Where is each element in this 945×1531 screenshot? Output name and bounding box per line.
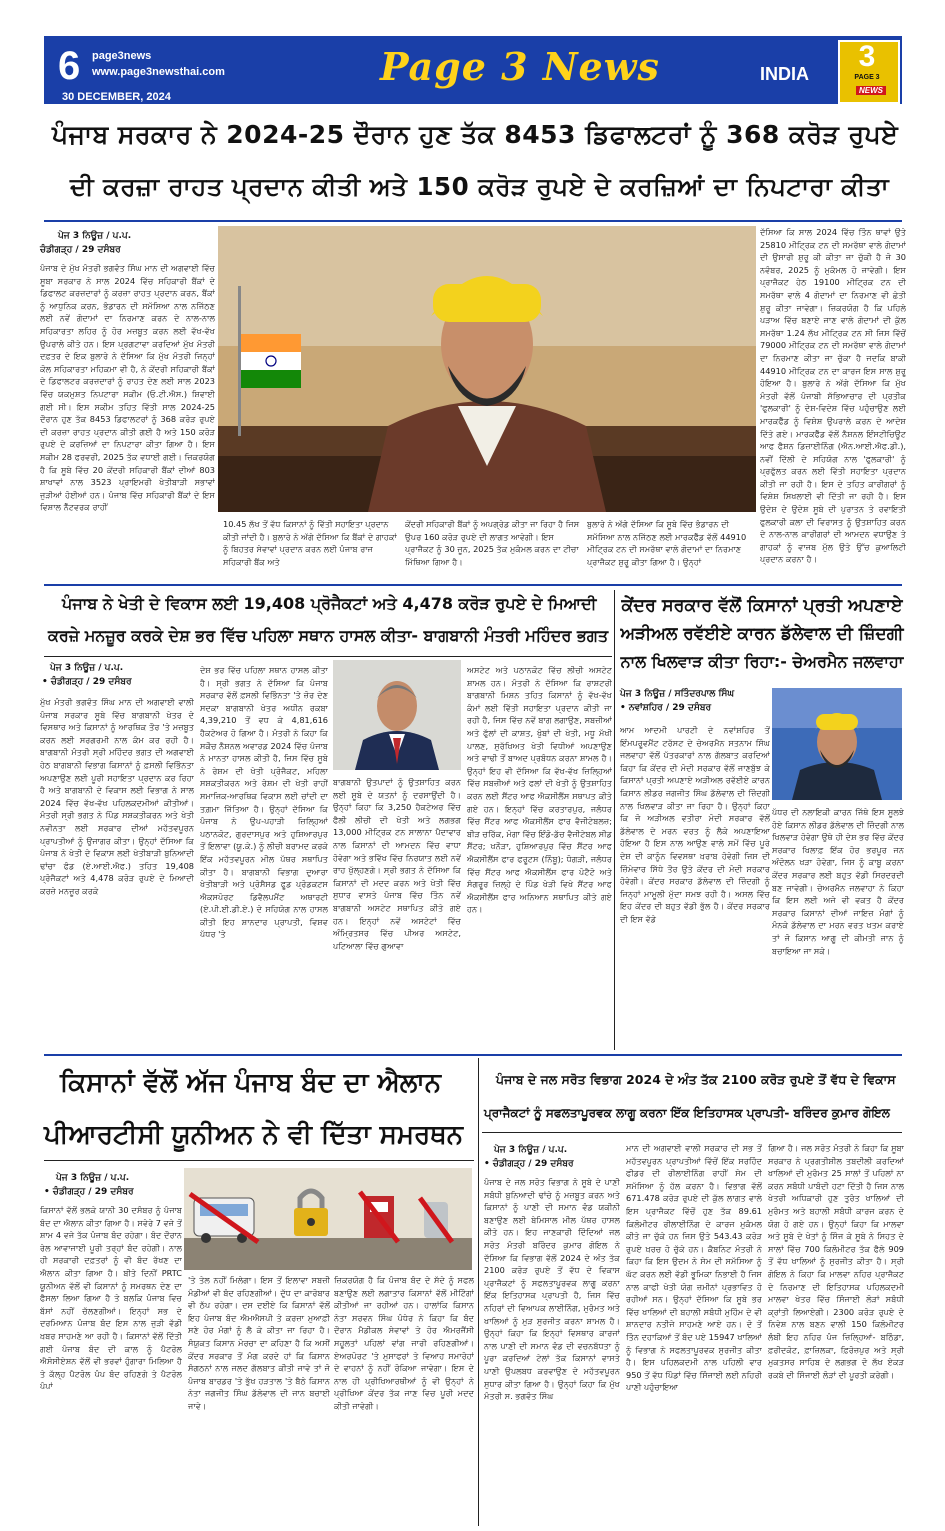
story2-column-2: ਦੇਸ਼ ਭਰ ਵਿੱਚ ਪਹਿਲਾ ਸਥਾਨ ਹਾਸਲ ਕੀਤਾ ਹੈ। ਸ੍ਰੀ ਭਗਤ ਨੇ ਦੱਸਿਆ ਕਿ ਪੰਜਾਬ ਸਰਕਾਰ ਵੱਲੋਂ ਫ਼ਸਲੀ ਵਿਭਿੰਨਤਾ 'ਤੇ ਜ਼ੋਰ ਦੇਣ ਸਦਕਾ ਬਾਗਬਾਨੀ ਖੇਤਰ ਅਧੀਨ ਰਕਬਾ 4,39,210 ਤੋਂ ਵਧ ਕੇ 4,81,616 ਹੈਕਟੇਅਰ ਹੋ ਗਿਆ ਹੈ। ਮੰਤਰੀ ਨੇ ਕਿਹਾ ਕਿ ਸਕੌਚ ਨੈਸ਼ਨਲ ਅਵਾਰਡ 2024 ਵਿੱਚ ਪੰਜਾਬ ਨੇ ਮਾਨਤਾ ਹਾਸਲ ਕੀਤੀ ਹੈ, ਜਿਸ ਵਿੱਚ ਸੂਬੇ ਨੇ ਰੇਸ਼ਮ ਦੀ ਖੇਤੀ ਪ੍ਰੋਜੈਕਟ, ਮਹਿਲਾ ਸਸ਼ਕਤੀਕਰਨ ਅਤੇ ਰੇਸ਼ਮ ਦੀ ਖੇਤੀ ਰਾਹੀਂ ਸਮਾਜਿਕ-ਆਰਥਿਕ ਵਿਕਾਸ ਲਈ ਚਾਂਦੀ ਦਾ ਤਗ਼ਮਾ ਜਿੱਤਿਆ ਹੈ। ਉਨ੍ਹਾਂ ਦੱਸਿਆ ਕਿ ਪੰਜਾਬ ਨੇ ਉਪ-ਪਹਾੜੀ ਜ਼ਿਲ੍ਹਿਆਂ ਪਠਾਨਕੋਟ, ਗੁਰਦਾਸਪੁਰ ਅਤੇ ਹੁਸ਼ਿਆਰਪੁਰ ਤੋਂ ਇਲਾਵਾ (ਯੂ.ਕੇ.) ਨੂੰ ਲੀਚੀ ਬਰਾਮਦ ਕਰਕੇ ਇੱਕ ਮਹੱਤਵਪੂਰਨ ਮੀਲ ਪੱਥਰ ਸਥਾਪਿਤ ਕੀਤਾ ਹੈ। ਬਾਗਬਾਨੀ ਵਿਭਾਗ ਦੁਆਰਾ ਖੇਤੀਬਾੜੀ ਅਤੇ ਪ੍ਰੋਸੈਸਡ ਫੂਡ ਪ੍ਰੋਡਕਟਸ ਐਕਸਪੋਰਟ ਡਿਵੈਲਪਮੈਂਟ ਅਥਾਰਟੀ (ਏ.ਪੀ.ਈ.ਡੀ.ਏ.) ਦੇ ਸਹਿਯੋਗ ਨਾਲ ਹਾਸਲ ਕੀਤੀ ਇਹ ਸ਼ਾਨਦਾਰ ਪ੍ਰਾਪਤੀ, ਵਿਸ਼ਵ ਪੱਧਰ 'ਤੇ <box>200 665 328 940</box>
column-divider <box>478 1058 479 1526</box>
divider <box>44 1160 474 1161</box>
chief-minister-photo <box>218 226 756 512</box>
story3-headline-line2: ਅੜੀਅਲ ਰਵੱਈਏ ਕਾਰਨ ਡੱਲੇਵਾਲ ਦੀ ਜ਼ਿੰਦਗੀ <box>620 624 904 644</box>
story4-column-1: ਕਿਸਾਨਾਂ ਵੱਲੋਂ ਭਲਕੇ ਯਾਨੀ 30 ਦਸੰਬਰ ਨੂੰ ਪੰਜਾਬ ਬੰਦ ਦਾ ਐਲਾਨ ਕੀਤਾ ਗਿਆ ਹੈ। ਸਵੇਰੇ 7 ਵਜੇ ਤੋਂ ਸ਼ਾਮ 4 ਵਜੇ ਤੱਕ ਪੰਜਾਬ ਬੰਦ ਰਹੇਗਾ। ਬੰਦ ਦੌਰਾਨ ਰੇਲ ਆਵਾਜਾਈ ਪੂਰੀ ਤਰ੍ਹਾਂ ਬੰਦ ਰਹੇਗੀ। ਨਾਲ ਹੀ ਸਰਕਾਰੀ ਦਫ਼ਤਰਾਂ ਨੂੰ ਵੀ ਬੰਦ ਰੱਖਣ ਦਾ ਐਲਾਨ ਕੀਤਾ ਗਿਆ ਹੈ। ਬੀਤੇ ਦਿਨੀਂ PRTC ਯੂਨੀਅਨ ਵੱਲੋਂ ਵੀ ਕਿਸਾਨਾਂ ਨੂੰ ਸਮਰਥਨ ਦੇਣ ਦਾ ਫੈਸਲਾ ਲਿਆ ਗਿਆ ਹੈ ਤੇ ਬਲਕਿ ਪੰਜਾਬ ਵਿਚ ਬੱਸਾਂ ਨਹੀਂ ਚੱਲਣਗੀਆਂ। ਇਨ੍ਹਾਂ ਸਭ ਦੇ ਦਰਮਿਆਨ ਪੰਜਾਬ ਬੰਦ ਇਸ ਨਾਲ ਜੁੜੀ ਵੱਡੀ ਖ਼ਬਰ ਸਾਹਮਣੇ ਆ ਰਹੀ ਹੈ। ਕਿਸਾਨਾਂ ਵੱਲੋਂ ਦਿੱਤੀ ਗਈ ਪੰਜਾਬ ਬੰਦ ਦੀ ਕਾਲ ਨੂੰ ਪੈਟਰੋਲ ਐਸੋਸੀਏਸ਼ਨ ਵੱਲੋਂ ਵੀ ਭਰਵਾਂ ਹੁੰਗਾਰਾ ਮਿਲਿਆ ਹੈ ਤੇ ਕੱਲ੍ਹ ਪੈਟਰੋਲ ਪੰਪ ਬੰਦ ਰਹਿਣਗੇ ਤੇ ਪੈਟਰੋਲ ਪੰਪਾਂ <box>40 1205 182 1392</box>
divider <box>44 584 902 586</box>
story1-headline-line2: ਦੀ ਕਰਜ਼ਾ ਰਾਹਤ ਪ੍ਰਦਾਨ ਕੀਤੀ ਅਤੇ 150 ਕਰੋੜ ਰੁਪਏ ਦੇ ਕਰਜ਼ਿਆਂ ਦਾ ਨਿਪਟਾਰਾ ਕੀਤਾ <box>70 172 890 201</box>
site-name: page3news <box>92 50 152 62</box>
divider <box>44 656 612 657</box>
story3-headline-line1: ਕੇਂਦਰ ਸਰਕਾਰ ਵੱਲੋਂ ਕਿਸਾਨਾਂ ਪ੍ਰਤੀ ਅਪਣਾਏ <box>621 596 903 616</box>
horticulture-minister-photo <box>333 660 461 770</box>
story3-column-2: ਪੱਧਰ ਦੀ ਨਲਾਇਕੀ ਕਾਰਨ ਜਿੱਥੇ ਇਸ ਸੂਲਝੇ ਹੋਏ ਕਿਸਾਨ ਲੀਡਰ ਡੱਲੇਵਾਲ ਦੀ ਜ਼ਿੰਦਗੀ ਨਾਲ ਖਿਲਵਾੜ ਹੋਵੇਗਾ ਉਥੇ ਹੀ ਦੇਸ਼ ਭਰ ਵਿੱਚ ਕੇਂਦਰ ਸਰਕਾਰ ਖਿਲਾਫ਼ ਇੱਕ ਹੋਰ ਭਰਪੂਰ ਜਨ ਅੰਦੋਲਨ ਖੜਾ ਹੋਵੇਗਾ, ਜਿਸ ਨੂੰ ਕਾਬੂ ਕਰਨਾ ਕੇਂਦਰ ਸਰਕਾਰ ਲਈ ਬਹੁਤ ਵੱਡੀ ਸਿਰਦਰਦੀ ਬਣ ਜਾਵੇਗੀ। ਚੇਅਰਮੈਨ ਜਲਵਾਹਾ ਨੇ ਕਿਹਾ ਕਿ ਇਸ ਲਈ ਅਜੇ ਵੀ ਵਕਤ ਹੈ ਕੇਂਦਰ ਸਰਕਾਰ ਕਿਸਾਨਾਂ ਦੀਆਂ ਜਾਇਜ਼ ਮੰਗਾਂ ਨੂੰ ਮੰਨਕੇ ਡੱਲੇਵਾਲ ਦਾ ਮਰਨ ਵਰਤ ਖਤਮ ਕਰਾਏ ਤਾਂ ਜੋ ਕਿਸਾਨ ਆਗੂ ਦੀ ਕੀਮਤੀ ਜਾਨ ਨੂੰ ਬਚਾਇਆ ਜਾ ਸਕੇ। <box>772 807 904 956</box>
story1-column-5: ਦੱਸਿਆ ਕਿ ਸਾਲ 2024 ਵਿੱਚ ਤਿੰਨ ਥਾਵਾਂ ਉਤੇ 25810 ਮੀਟ੍ਰਿਕ ਟਨ ਦੀ ਸਮਰੱਥਾ ਵਾਲੇ ਗੋਦਾਮਾਂ ਦੀ ਉਸਾਰੀ ਸ਼ੁਰੂ ਕੀ ਕੀਤਾ ਜਾ ਚੁੱਕੀ ਹੈ ਜੋ 30 ਨਵੰਬਰ, 2025 ਨੂੰ ਮੁਕੰਮਲ ਹੋ ਜਾਵੇਗੀ। ਇਸ ਪ੍ਰਾਜੈਕਟ ਹੇਠ 19100 ਮੀਟ੍ਰਿਕ ਟਨ ਦੀ ਸਮਰੱਥਾ ਵਾਲੇ 4 ਗੋਦਾਮਾਂ ਦਾ ਨਿਰਮਾਣ ਵੀ ਛੇਤੀ ਸ਼ੁਰੂ ਕੀਤਾ ਜਾਵੇਗਾ। ਜ਼ਿਕਰਯੋਗ ਹੈ ਕਿ ਪਹਿਲੇ ਪੜਾਅ ਵਿੱਚ ਬਣਾਏ ਜਾਣ ਵਾਲੇ ਗੋਦਾਮਾਂ ਦੀ ਕੁੱਲ ਸਮਰੱਥਾ 1.24 ਲੱਖ ਮੀਟ੍ਰਿਕ ਟਨ ਸੀ ਜਿਸ ਵਿੱਚੋਂ 79000 ਮੀਟ੍ਰਿਕ ਟਨ ਦੀ ਸਮਰੱਥਾ ਵਾਲੇ ਗੋਦਾਮਾਂ ਦਾ ਨਿਰਮਾਣ ਕੀਤਾ ਜਾ ਚੁੱਕਾ ਹੈ ਜਦਕਿ ਬਾਕੀ 44910 ਮੀਟ੍ਰਿਕ ਟਨ ਦਾ ਕਾਰਜ ਇਸ ਸਾਲ ਸ਼ੁਰੂ ਹੋਇਆ ਹੈ। ਬੁਲਾਰੇ ਨੇ ਅੱਗੇ ਦੱਸਿਆ ਕਿ ਮੁੱਖ ਮੰਤਰੀ ਵੱਲੋਂ ਪੰਜਾਬੀ ਸੱਭਿਆਚਾਰ ਦੀ ਪ੍ਰਤੀਕ 'ਫੁਲਕਾਰੀ' ਨੂੰ ਦੇਸ਼-ਵਿਦੇਸ਼ ਵਿੱਚ ਪਹੁੰਚਾਉਣ ਲਈ ਮਾਰਕਫੈੱਡ ਨੂੰ ਵਿਸ਼ੇਸ਼ ਉਪਰਾਲੇ ਕਰਨ ਦੇ ਆਦੇਸ਼ ਦਿੱਤੇ ਗਏ। ਮਾਰਕਫੈੱਡ ਵੱਲੋਂ ਨੈਸ਼ਨਲ ਇੰਸਟੀਚਿਊਟ ਆਫ ਫੈਸ਼ਨ ਡਿਜ਼ਾਈਨਿੰਗ (ਐਨ.ਆਈ.ਐਫ.ਡੀ.), ਨਵੀਂ ਦਿੱਲੀ ਦੇ ਸਹਿਯੋਗ ਨਾਲ 'ਫੁਲਕਾਰੀ' ਨੂੰ ਪ੍ਰਫੁੱਲਤ ਕਰਨ ਲਈ ਵਿੱਤੀ ਸਹਾਇਤਾ ਪ੍ਰਦਾਨ ਕੀਤੀ ਜਾ ਰਹੀ ਹੈ। ਇਸ ਦੇ ਤਹਿਤ ਕਾਰੀਗਰਾਂ ਨੂੰ ਵਿਸ਼ੇਸ਼ ਸਿਖਲਾਈ ਵੀ ਦਿੱਤੀ ਜਾ ਰਹੀ ਹੈ। ਇਸ ਉਦੇਸ਼ ਦੇ ਉਦੇਸ਼ ਸੂਬੇ ਦੀ ਪੁਰਾਤਨ ਤੇ ਰਵਾਇਤੀ ਫੁਲਕਾਰੀ ਕਲਾ ਦੀ ਵਿਰਾਸਤ ਨੂੰ ਉਤਸ਼ਾਹਿਤ ਕਰਨ ਦੇ ਨਾਲ-ਨਾਲ ਕਾਰੀਗਰਾਂ ਦੀ ਆਮਦਨ ਵਧਾਉਣ ਤੇ ਗਾਹਕਾਂ ਨੂੰ ਵਾਜਬ ਮੁੱਲ ਉਤੇ ਉੱਚ ਕੁਆਲਿਟੀ ਪ੍ਰਦਾਨ ਕਰਨਾ ਹੈ। <box>760 227 906 565</box>
story3-byline-place: • ਨਵਾਂਸ਼ਹਿਰ / 29 ਦਸੰਬਰ <box>620 703 712 713</box>
story1-column-3: ਕੇਂਦਰੀ ਸਹਿਕਾਰੀ ਬੈਂਕਾਂ ਨੂੰ ਅਪਗ੍ਰੇਡ ਕੀਤਾ ਜਾ ਰਿਹਾ ਹੈ ਜਿਸ ਉਪਰ 160 ਕਰੋੜ ਰੁਪਏ ਦੀ ਲਾਗਤ ਆਵੇਗੀ। ਇਸ ਪ੍ਰਾਜੈਕਟ ਨੂੰ 30 ਜੂਨ, 2025 ਤੱਕ ਮੁਕੰਮਲ ਕਰਨ ਦਾ ਟੀਚਾ ਮਿੱਥਿਆ ਗਿਆ ਹੈ। <box>405 519 580 567</box>
story4-column-2: 'ਤੇ ਤੇਲ ਨਹੀਂ ਮਿਲੇਗਾ। ਇਸ ਤੋਂ ਇਲਾਵਾ ਸਬਜ਼ੀ ਮੰਡੀਆਂ ਵੀ ਬੰਦ ਰਹਿਣਗੀਆਂ। ਦੁੱਧ ਦਾ ਕਾਰੋਬਾਰ ਵੀ ਠੱਪ ਰਹੇਗਾ। ਦਸ ਦਈਏ ਕਿ ਕਿਸਾਨਾਂ ਵੱਲੋਂ ਇਹ ਪੰਜਾਬ ਬੰਦ ਐਮਐਸਪੀ ਤੇ ਕਰਜ਼ਾ ਮੁਆਫ਼ੀ ਸਣੇ ਹੋਰ ਮੰਗਾਂ ਨੂੰ ਲੈ ਕੇ ਕੀਤਾ ਜਾ ਰਿਹਾ ਹੈ। ਸੰਯੁਕਤ ਕਿਸਾਨ ਮੋਰਚਾ ਦਾ ਕਹਿਣਾ ਹੈ ਕਿ ਅਸੀਂ ਕੇਂਦਰ ਸਰਕਾਰ ਤੋਂ ਮੰਗ ਕਰਦੇ ਹਾਂ ਕਿ ਕਿਸਾਨ ਸੰਗਠਨਾਂ ਨਾਲ ਜਲਦ ਗੱਲਬਾਤ ਕੀਤੀ ਜਾਵੇ ਤਾਂ ਜੋ ਪੰਜਾਬ ਬਾਰਡਰ 'ਤੇ ਭੁੱਖ ਹੜਤਾਲ 'ਤੇ ਬੈਠੇ ਕਿਸਾਨ ਨੇਤਾ ਜਗਜੀਤ ਸਿੰਘ ਡੱਲੇਵਾਲ ਦੀ ਜਾਨ ਬਚਾਈ ਜਾਵੇ। <box>188 1275 330 1411</box>
story1-byline-place: ਚੰਡੀਗੜ੍ਹ / 29 ਦਸੰਬਰ <box>40 245 121 255</box>
story2-headline-line2: ਕਰਜ਼ੇ ਮਨਜ਼ੂਰ ਕਰਕੇ ਦੇਸ਼ ਭਰ ਵਿੱਚ ਪਹਿਲਾ ਸਥਾਨ ਹਾਸਲ ਕੀਤਾ- ਬਾਗਬਾਨੀ ਮੰਤਰੀ ਮਹਿੰਦਰ ਭਗਤ <box>48 626 609 645</box>
story3-byline-reporter: ਪੇਜ 3 ਨਿਊਜ਼ / ਸਤਿੰਦਰਪਾਲ ਸਿੰਘ <box>620 689 735 699</box>
divider <box>482 1132 902 1133</box>
story3-column-1: ਆਮ ਆਦਮੀ ਪਾਰਟੀ ਦੇ ਨਵਾਂਸ਼ਹਿਰ ਤੋਂ ਇੰਮਪਰੂਵਮੈਂਟ ਟਰੱਸਟ ਦੇ ਚੇਅਰਮੈਨ ਸਤਨਾਮ ਸਿੰਘ ਜਲਵਾਹਾ ਵੱਲੋਂ ਪੱਤਰਕਾਰਾਂ ਨਾਲ ਗੱਲਬਾਤ ਕਰਦਿਆਂ ਕਿਹਾ ਕਿ ਕੇਂਦਰ ਦੀ ਮੋਦੀ ਸਰਕਾਰ ਵੱਲੋਂ ਜਾਣਬੁੱਝ ਕੇ ਕਿਸਾਨਾਂ ਪ੍ਰਤੀ ਅਪਣਾਏ ਅੜੀਅਲ ਰਵੱਈਏ ਕਾਰਨ ਕਿਸਾਨ ਲੀਡਰ ਜਗਜੀਤ ਸਿੰਘ ਡੱਲੇਵਾਲ ਦੀ ਜ਼ਿੰਦਗੀ ਨਾਲ ਖਿਲਵਾੜ ਕੀਤਾ ਜਾ ਰਿਹਾ ਹੈ। ਉਨ੍ਹਾਂ ਕਿਹਾ ਕਿ ਜੋ ਅੜੀਅਲ ਵਤੀਰਾ ਮੋਦੀ ਸਰਕਾਰ ਵੱਲੋਂ ਡੱਲੇਵਾਲ ਦੇ ਮਰਨ ਵਰਤ ਨੂੰ ਲੈਕੇ ਅਪਣਾਇਆ ਹੋਇਆ ਹੈ ਇਸ ਨਾਲ ਆਉਣ ਵਾਲੇ ਸਮੇਂ ਵਿੱਚ ਪੂਰੇ ਦੇਸ਼ ਦੀ ਕਾਨੂੰਨ ਵਿਵਸਥਾ ਖ਼ਰਾਬ ਹੋਵੇਗੀ ਜਿਸ ਦੀ ਜ਼ਿੰਮੇਵਾਰ ਸਿੱਧੇ ਤੌਰ ਉਤੇ ਕੇਂਦਰ ਦੀ ਮੋਦੀ ਸਰਕਾਰ ਹੋਵੇਗੀ। ਕੇਂਦਰ ਸਰਕਾਰ ਡੱਲੇਵਾਲ ਦੀ ਜ਼ਿੰਦਗੀ ਨੂੰ ਜਿਨ੍ਹਾਂ ਮਾਮੂਲੀ ਮੁੱਦਾ ਸਮਝ ਰਹੀ ਹੈ। ਅਸਲ ਵਿੱਚ ਇਹ ਕੇਂਦਰ ਦੀ ਬਹੁਤ ਵੱਡੀ ਭੁੱਲ ਹੈ। ਕੇਂਦਰ ਸਰਕਾਰ ਦੀ ਇਸ ਵੱਡੇ <box>620 725 770 924</box>
story2-column-3: ਬਾਗਬਾਨੀ ਉਤਪਾਦਾਂ ਨੂੰ ਉਤਸ਼ਾਹਿਤ ਕਰਨ ਲਈ ਸੂਬੇ ਦੇ ਯਤਨਾਂ ਨੂੰ ਦਰਸਾਉਂਦੀ ਹੈ। ਉਨ੍ਹਾਂ ਕਿਹਾ ਕਿ 3,250 ਹੈਕਟੇਅਰ ਵਿੱਚ ਫੈਲੀ ਲੀਚੀ ਦੀ ਖੇਤੀ ਅਤੇ ਲਗਭਗ 13,000 ਮੀਟ੍ਰਿਕ ਟਨ ਸਾਲਾਨਾ ਪੈਦਾਵਾਰ ਨਾਲ ਕਿਸਾਨਾਂ ਦੀ ਆਮਦਨ ਵਿੱਚ ਵਾਧਾ ਹੋਵੇਗਾ ਅਤੇ ਭਵਿੱਖ ਵਿੱਚ ਨਿਰਯਾਤ ਲਈ ਨਵੇਂ ਰਾਹ ਖੁੱਲ੍ਹਣਗੇ। ਸ੍ਰੀ ਭਗਤ ਨੇ ਦੱਸਿਆ ਕਿ ਕਿਸਾਨਾਂ ਦੀ ਮਦਦ ਕਰਨ ਅਤੇ ਖੇਤੀ ਵਿੱਚ ਸੁਧਾਰ ਵਾਸਤੇ ਪੰਜਾਬ ਵਿੱਚ ਤਿੰਨ ਨਵੇਂ ਬਾਗਬਾਨੀ ਅਸਟੇਟ ਸਥਾਪਿਤ ਕੀਤੇ ਗਏ ਹਨ। ਇਨ੍ਹਾਂ ਨਵੇਂ ਅਸਟੇਟਾਂ ਵਿੱਚ ਅੰਮ੍ਰਿਤਸਰ ਵਿੱਚ ਪੀਅਰ ਅਸਟੇਟ, ਪਟਿਆਲਾ ਵਿੱਚ ਗੁਆਵਾ <box>333 777 461 951</box>
brand-page-label: PAGE 3 <box>854 74 880 81</box>
story1-headline-line1: ਪੰਜਾਬ ਸਰਕਾਰ ਨੇ 2024-25 ਦੌਰਾਨ ਹੁਣ ਤੱਕ 8453 ਡਿਫਾਲਟਰਾਂ ਨੂੰ 368 ਕਰੋੜ ਰੁਪਏ <box>52 120 899 149</box>
story4-column-3: ਜ਼ਿਕਰਯੋਗ ਹੈ ਕਿ ਪੰਜਾਬ ਬੰਦ ਦੇ ਸੱਦੇ ਨੂੰ ਸਫਲ ਬਣਾਉਣ ਲਈ ਲਗਾਤਾਰ ਕਿਸਾਨਾਂ ਵੱਲੋਂ ਮੀਟਿੰਗਾਂ ਕੀਤੀਆਂ ਜਾ ਰਹੀਆਂ ਹਨ। ਹਾਲਾਂਕਿ ਕਿਸਾਨ ਨੇਤਾ ਸਰਵਨ ਸਿੰਘ ਪੰਧੇਰ ਨੇ ਕਿਹਾ ਕਿ ਬੰਦ ਦੌਰਾਨ ਮੈਡੀਕਲ ਸੇਵਾਵਾਂ ਤੇ ਹੋਰ ਐਮਰਜੈਂਸੀ ਸਹੂਲਤਾਂ ਪਹਿਲਾਂ ਵਾਂਗ ਜਾਰੀ ਰਹਿਣਗੀਆਂ। ਏਅਰਪੋਰਟ 'ਤੇ ਮੁਸਾਫਰਾਂ ਤੇ ਵਿਆਹ ਸਮਾਰੋਹਾਂ ਦੇ ਵਾਹਨਾਂ ਨੂੰ ਨਹੀਂ ਰੋਕਿਆ ਜਾਵੇਗਾ। ਇਸ ਦੇ ਨਾਲ ਹੀ ਪ੍ਰੀਖਿਆਰਥੀਆਂ ਨੂੰ ਵੀ ਉਨ੍ਹਾਂ ਨੇ ਪ੍ਰੀਖਿਆ ਕੇਂਦਰ ਤੱਕ ਜਾਣ ਵਿਚ ਪੂਰੀ ਮਦਦ ਕੀਤੀ ਜਾਵੇਗੀ। <box>334 1275 474 1411</box>
story1-column-4: ਬੁਲਾਰੇ ਨੇ ਅੱਗੇ ਦੱਸਿਆ ਕਿ ਸੂਬੇ ਵਿੱਚ ਭੰਡਾਰਨ ਦੀ ਸਮੱਸਿਆ ਨਾਲ ਨਜਿੱਠਣ ਲਈ ਮਾਰਕਫੈੱਡ ਵੱਲੋਂ 44910 ਮੀਟ੍ਰਿਕ ਟਨ ਦੀ ਸਮਰੱਥਾ ਵਾਲੇ ਗੋਦਾਮਾਂ ਦਾ ਨਿਰਮਾਣ ਪ੍ਰਾਜੈਕਟ ਸ਼ੁਰੂ ਕੀਤਾ ਗਿਆ ਹੈ। ਉਨ੍ਹਾਂ <box>587 519 747 567</box>
story2-column-1: ਮੁੱਖ ਮੰਤਰੀ ਭਗਵੰਤ ਸਿੰਘ ਮਾਨ ਦੀ ਅਗਵਾਈ ਵਾਲੀ ਪੰਜਾਬ ਸਰਕਾਰ ਸੂਬੇ ਵਿੱਚ ਬਾਗਬਾਨੀ ਖੇਤਰ ਦੇ ਵਿਸਥਾਰ ਅਤੇ ਕਿਸਾਨਾਂ ਨੂੰ ਆਰਥਿਕ ਤੌਰ 'ਤੇ ਮਜ਼ਬੂਤ ਕਰਨ ਲਈ ਸਰਗਰਮੀ ਨਾਲ ਕੰਮ ਕਰ ਰਹੀ ਹੈ। ਬਾਗਬਾਨੀ ਮੰਤਰੀ ਸ੍ਰੀ ਮਹਿੰਦਰ ਭਗਤ ਦੀ ਅਗਵਾਈ ਹੇਠ ਬਾਗਬਾਨੀ ਵਿਭਾਗ ਕਿਸਾਨਾਂ ਨੂੰ ਫ਼ਸਲੀ ਵਿਭਿੰਨਤਾ ਅਪਣਾਉਣ ਲਈ ਪੂਰੀ ਸਹਾਇਤਾ ਪ੍ਰਦਾਨ ਕਰ ਰਿਹਾ ਹੈ ਅਤੇ ਬਾਗਬਾਨੀ ਦੇ ਵਿਕਾਸ ਲਈ ਵਿਭਾਗ ਨੇ ਸਾਲ 2024 ਵਿੱਚ ਵੱਖ-ਵੱਖ ਪਹਿਲਕਦਮੀਆਂ ਕੀਤੀਆਂ। ਮੰਤਰੀ ਸ੍ਰੀ ਭਗਤ ਨੇ ਪਿੰਡ ਸਸ਼ਕਤੀਕਰਨ ਅਤੇ ਖੇਤੀ ਨਵੀਨਤਾ ਲਈ ਸਰਕਾਰ ਦੀਆਂ ਮਹੱਤਵਪੂਰਨ ਪ੍ਰਾਪਤੀਆਂ ਨੂੰ ਉਜਾਗਰ ਕੀਤਾ। ਉਨ੍ਹਾਂ ਦੱਸਿਆ ਕਿ ਪੰਜਾਬ ਨੇ ਖੇਤੀ ਦੇ ਵਿਕਾਸ ਲਈ ਖੇਤੀਬਾੜੀ ਬੁਨਿਆਦੀ ਢਾਂਚਾ ਫੰਡ (ਏ.ਆਈ.ਐਫ.) ਤਹਿਤ 19,408 ਪ੍ਰੋਜੈਕਟਾਂ ਅਤੇ 4,478 ਕਰੋੜ ਰੁਪਏ ਦੇ ਮਿਆਦੀ ਕਰਜ਼ੇ ਮਨਜ਼ੂਰ ਕਰਕੇ <box>40 697 194 896</box>
story2-headline-line1: ਪੰਜਾਬ ਨੇ ਖੇਤੀ ਦੇ ਵਿਕਾਸ ਲਈ 19,408 ਪ੍ਰੋਜੈਕਟਾਂ ਅਤੇ 4,478 ਕਰੋੜ ਰੁਪਏ ਦੇ ਮਿਆਦੀ <box>62 594 597 613</box>
story3-headline-line3: ਨਾਲ ਖਿਲਵਾੜ ਕੀਤਾ ਰਿਹਾ:- ਚੇਅਰਮੈਨ ਜਲਵਾਹਾ <box>620 652 904 671</box>
bandh-graphic <box>184 1168 472 1270</box>
story5-column-2: ਮਾਨ ਦੀ ਅਗਵਾਈ ਵਾਲੀ ਸਰਕਾਰ ਦੀ ਸਭ ਤੋਂ ਮਹੱਤਵਪੂਰਨ ਪ੍ਰਾਪਤੀਆਂ ਵਿੱਚੋਂ ਇੱਕ ਸਰਹਿੰਦ ਫੀਡਰ ਦੀ ਰੀਲਾਈਨਿੰਗ ਰਾਹੀਂ ਸੇਮ ਦੀ ਸਮੱਸਿਆ ਨੂੰ ਹੱਲ ਕਰਨਾ ਹੈ। ਵਿਭਾਗ ਵੱਲੋਂ 671.478 ਕਰੋੜ ਰੁਪਏ ਦੀ ਕੁੱਲ ਲਾਗਤ ਵਾਲੇ ਇਸ ਪ੍ਰਾਜੈਕਟ ਵਿੱਚੋਂ ਹੁਣ ਤੱਕ 89.61 ਕਿਲੋਮੀਟਰ ਰੀਲਾਈਨਿੰਗ ਦੇ ਕਾਰਜ ਮੁਕੰਮਲ ਕੀਤੇ ਜਾ ਚੁੱਕੇ ਹਨ ਜਿਸ ਉਤੇ 543.43 ਕਰੋੜ ਰੁਪਏ ਖ਼ਰਚ ਹੋ ਚੁੱਕੇ ਹਨ। ਕੈਬਨਿਟ ਮੰਤਰੀ ਨੇ ਕਿਹਾ ਕਿ ਇਸ ਉਦਮ ਨੇ ਸੇਮ ਦੀ ਸਮੱਸਿਆ ਨੂੰ ਘੱਟ ਕਰਨ ਲਈ ਵੱਡੀ ਭੂਮਿਕਾ ਨਿਭਾਈ ਹੈ ਜਿਸ ਨਾਲ ਕਾਫੀ ਖੇਤੀ ਯੋਗ ਜ਼ਮੀਨਾਂ ਪ੍ਰਭਾਵਿਤ ਹੋ ਰਹੀਆਂ ਸਨ। ਉਨ੍ਹਾਂ ਦੱਸਿਆ ਕਿ ਸੂਬੇ ਭਰ ਵਿੱਚ ਖਾਲਿਆਂ ਦੀ ਬਹਾਲੀ ਸਬੰਧੀ ਮੁਹਿੰਮ ਦੇ ਵੀ ਸ਼ਾਨਦਾਰ ਨਤੀਜੇ ਸਾਹਮਣੇ ਆਏ ਹਨ। ਦੋ ਤੋਂ ਤਿੰਨ ਦਹਾਕਿਆਂ ਤੋਂ ਬੰਦ ਪਏ 15947 ਖਾਲਿਆਂ ਨੂੰ ਵਿਭਾਗ ਨੇ ਸਫਲਤਾਪੂਰਵਕ ਸੁਰਜੀਤ ਕੀਤਾ ਹੈ। ਇਸ ਪਹਿਲਕਦਮੀ ਨਾਲ ਪਹਿਲੀ ਵਾਰ 950 ਤੋਂ ਵੱਧ ਪਿੰਡਾਂ ਵਿੱਚ ਸਿੰਜਾਈ ਲਈ ਨਹਿਰੀ ਪਾਣੀ ਪਹੁੰਚਾਇਆ <box>626 1143 762 1393</box>
story5-headline-line1: ਪੰਜਾਬ ਦੇ ਜਲ ਸਰੋਤ ਵਿਭਾਗ 2024 ਦੇ ਅੰਤ ਤੱਕ 2100 ਕਰੋੜ ਰੁਪਏ ਤੋਂ ਵੱਧ ਦੇ ਵਿਕਾਸ <box>496 1072 896 1087</box>
story4-headline-line1: ਕਿਸਾਨਾਂ ਵੱਲੋਂ ਅੱਜ ਪੰਜਾਬ ਬੰਦ ਦਾ ਐਲਾਨ <box>60 1068 442 1098</box>
site-url[interactable]: www.page3newsthai.com <box>92 66 225 78</box>
story4-headline-line2: ਪੀਆਰਟੀਸੀ ਯੂਨੀਅਨ ਨੇ ਵੀ ਦਿੱਤਾ ਸਮਰਥਨ <box>44 1120 463 1150</box>
story5-byline-agency: ਪੇਜ 3 ਨਿਊਜ਼ / ਪ.ਪ. <box>494 1145 568 1155</box>
story2-byline-place: • ਚੰਡੀਗੜ੍ਹ / 29 ਦਸੰਬਰ <box>42 677 132 687</box>
story5-column-1: ਪੰਜਾਬ ਦੇ ਜਲ ਸਰੋਤ ਵਿਭਾਗ ਨੇ ਸੂਬੇ ਦੇ ਪਾਣੀ ਸਬੰਧੀ ਬੁਨਿਆਦੀ ਢਾਂਚੇ ਨੂੰ ਮਜ਼ਬੂਤ ਕਰਨ ਅਤੇ ਕਿਸਾਨਾਂ ਨੂੰ ਪਾਣੀ ਦੀ ਸਮਾਨ ਵੰਡ ਯਕੀਨੀ ਬਣਾਉਣ ਲਈ ਬੇਮਿਸਾਲ ਮੀਲ ਪੱਥਰ ਹਾਸਲ ਕੀਤੇ ਹਨ। ਇਹ ਜਾਣਕਾਰੀ ਦਿੰਦਿਆਂ ਜਲ ਸਰੋਤ ਮੰਤਰੀ ਬਰਿੰਦਰ ਕੁਮਾਰ ਗੋਇਲ ਨੇ ਦੱਸਿਆ ਕਿ ਵਿਭਾਗ ਵੱਲੋਂ 2024 ਦੇ ਅੰਤ ਤੱਕ 2100 ਕਰੋੜ ਰੁਪਏ ਤੋਂ ਵੱਧ ਦੇ ਵਿਕਾਸ ਪ੍ਰਾਜੈਕਟਾਂ ਨੂੰ ਸਫਲਤਾਪੂਰਵਕ ਲਾਗੂ ਕਰਨਾ ਇੱਕ ਇਤਿਹਾਸਕ ਪ੍ਰਾਪਤੀ ਹੈ, ਜਿਸ ਵਿੱਚ ਨਹਿਰਾਂ ਦੀ ਵਿਆਪਕ ਲਾਈਨਿੰਗ, ਮੁਰੰਮਤ ਅਤੇ ਖਾਲਿਆਂ ਨੂੰ ਮੁੜ ਸੁਰਜੀਤ ਕਰਨਾ ਸ਼ਾਮਲ ਹੈ। ਉਨ੍ਹਾਂ ਕਿਹਾ ਕਿ ਇਨ੍ਹਾਂ ਵਿਸਥਾਰ ਕਾਰਜਾਂ ਨਾਲ ਪਾਣੀ ਦੀ ਸਮਾਨ ਵੰਡ ਦੀ ਵਚਨਬੱਧਤਾ ਨੂੰ ਪੂਰਾ ਕਰਦਿਆਂ ਟੇਲਾਂ ਤੱਕ ਕਿਸਾਨਾਂ ਵਾਸਤੇ ਪਾਣੀ ਉਪਲਬਧ ਕਰਵਾਉਣ ਦੇ ਮਹੱਤਵਪੂਰਨ ਸੁਧਾਰ ਕੀਤਾ ਗਿਆ ਹੈ। ਉਨ੍ਹਾਂ ਕਿਹਾ ਕਿ ਮੁੱਖ ਮੰਤਰੀ ਸ. ਭਗਵੰਤ ਸਿੰਘ <box>484 1177 620 1402</box>
story2-byline-agency: ਪੇਜ 3 ਨਿਊਜ਼ / ਪ.ਪ. <box>50 663 124 673</box>
story2-column-4: ਅਸਟੇਟ ਅਤੇ ਪਠਾਨਕੋਟ ਵਿੱਚ ਲੀਚੀ ਅਸਟੇਟ ਸ਼ਾਮਲ ਹਨ। ਮੰਤਰੀ ਨੇ ਦੱਸਿਆ ਕਿ ਰਾਸ਼ਟਰੀ ਬਾਗਬਾਨੀ ਮਿਸ਼ਨ ਤਹਿਤ ਕਿਸਾਨਾਂ ਨੂੰ ਵੱਖ-ਵੱਖ ਕੰਮਾਂ ਲਈ ਵਿੱਤੀ ਸਹਾਇਤਾ ਪ੍ਰਦਾਨ ਕੀਤੀ ਜਾ ਰਹੀ ਹੈ, ਜਿਸ ਵਿੱਚ ਨਵੇਂ ਬਾਗ ਲਗਾਉਣ, ਸਬਜ਼ੀਆਂ ਅਤੇ ਫੁੱਲਾਂ ਦੀ ਕਾਸ਼ਤ, ਖੁੰਬਾਂ ਦੀ ਖੇਤੀ, ਮਧੂ ਮੱਖੀ ਪਾਲਣ, ਸੁਰੱਖਿਅਤ ਖੇਤੀ ਵਿਧੀਆਂ ਅਪਣਾਉਣ ਅਤੇ ਵਾਢੀ ਤੋਂ ਬਾਅਦ ਪ੍ਰਬੰਧਨ ਕਰਨਾ ਸ਼ਾਮਲ ਹੈ। ਉਨ੍ਹਾਂ ਇਹ ਵੀ ਦੱਸਿਆ ਕਿ ਵੱਖ-ਵੱਖ ਜ਼ਿਲ੍ਹਿਆਂ ਵਿੱਚ ਸਬਜ਼ੀਆਂ ਅਤੇ ਫਲਾਂ ਦੀ ਖੇਤੀ ਨੂੰ ਉਤਸ਼ਾਹਿਤ ਕਰਨ ਲਈ ਸੈਂਟਰ ਆਫ ਐਕਸੀਲੈਂਸ ਸਥਾਪਤ ਕੀਤੇ ਗਏ ਹਨ। ਇਨ੍ਹਾਂ ਵਿੱਚ ਕਰਤਾਰਪੁਰ, ਜਲੰਧਰ ਵਿੱਚ ਸੈਂਟਰ ਆਫ ਐਕਸੀਲੈਂਸ ਫਾਰ ਵੈਜੀਟੇਬਲਜ਼; ਬੀੜ ਚਰਿੱਕ, ਮੋਗਾ ਵਿੱਚ ਇੰਡੋ-ਡੱਚ ਵੈਜੀਟੇਬਲ ਸੀਡ ਸੈਂਟਰ; ਖਨੌੜਾ, ਹੁਸ਼ਿਆਰਪੁਰ ਵਿੱਚ ਸੈਂਟਰ ਆਫ ਐਕਸੀਲੈਂਸ ਫਾਰ ਫਰੂਟਸ (ਨਿੰਬੂ); ਧੋਗੜੀ, ਜਲੰਧਰ ਵਿੱਚ ਸੈਂਟਰ ਆਫ ਐਕਸੀਲੈਂਸ ਫਾਰ ਪੋਟੈਟੋ ਅਤੇ ਸੰਗਰੂਰ ਜ਼ਿਲ੍ਹੇ ਦੇ ਪਿੰਡ ਖੇੜੀ ਵਿਖੇ ਸੈਂਟਰ ਆਫ ਐਕਸੀਲੈਂਸ ਫਾਰ ਅਨਿਆਨ ਸਥਾਪਿਤ ਕੀਤੇ ਗਏ ਹਨ। <box>467 665 612 915</box>
story4-byline-place: • ਚੰਡੀਗੜ੍ਹ / 29 ਦਸੰਬਰ <box>44 1187 134 1197</box>
chairman-photo <box>772 688 902 800</box>
column-divider <box>614 590 615 1050</box>
brand-number: 3 <box>858 40 876 73</box>
brand-news-label: NEWS <box>856 86 886 95</box>
story5-headline-line2: ਪ੍ਰਾਜੈਕਟਾਂ ਨੂੰ ਸਫਲਤਾਪੂਰਵਕ ਲਾਗੂ ਕਰਨਾ ਇੱਕ ਇਤਿਹਾਸਕ ਪ੍ਰਾਪਤੀ- ਬਰਿੰਦਰ ਕੁਮਾਰ ਗੋਇਲ <box>484 1106 890 1120</box>
divider <box>44 1054 902 1056</box>
story1-column-2: 10.45 ਲੱਖ ਤੋਂ ਵੱਧ ਕਿਸਾਨਾਂ ਨੂੰ ਵਿੱਤੀ ਸਹਾਇਤਾ ਪ੍ਰਦਾਨ ਕੀਤੀ ਜਾਂਦੀ ਹੈ। ਬੁਲਾਰੇ ਨੇ ਅੱਗੇ ਦੱਸਿਆ ਕਿ ਬੈਂਕਾਂ ਦੇ ਗਾਹਕਾਂ ਨੂੰ ਬਿਹਤਰ ਸੇਵਾਵਾਂ ਪ੍ਰਦਾਨ ਕਰਨ ਲਈ ਪੰਜਾਬ ਰਾਜ ਸਹਿਕਾਰੀ ਬੈਂਕ ਅਤੇ <box>223 519 397 567</box>
page-number: 6 <box>58 44 81 88</box>
newspaper-logo: Page 3 News <box>380 44 660 89</box>
story4-byline-agency: ਪੇਜ 3 ਨਿਊਜ਼ / ਪ.ਪ. <box>56 1173 130 1183</box>
story5-byline-place: • ਚੰਡੀਗੜ੍ਹ / 29 ਦਸੰਬਰ <box>484 1159 574 1169</box>
story1-byline-agency: ਪੇਜ 3 ਨਿਊਜ਼ / ਪ.ਪ. <box>58 231 132 241</box>
edition-label: INDIA <box>760 64 809 84</box>
issue-date: 30 DECEMBER, 2024 <box>62 91 171 103</box>
divider <box>44 220 902 222</box>
story5-column-3: ਗਿਆ ਹੈ। ਜਲ ਸਰੋਤ ਮੰਤਰੀ ਨੇ ਕਿਹਾ ਕਿ ਸੂਬਾ ਸਰਕਾਰ ਨੇ ਪ੍ਰਗਤੀਸ਼ੀਲ ਤਬਦੀਲੀ ਕਰਦਿਆਂ ਖਾਲਿਆਂ ਦੀ ਮੁਰੰਮਤ 25 ਸਾਲਾਂ ਤੋਂ ਪਹਿਲਾਂ ਨਾ ਕਰਨ ਸਬੰਧੀ ਪਾਬੰਦੀ ਹਟਾ ਦਿੱਤੀ ਹੈ ਜਿਸ ਨਾਲ ਖੇਤਰੀ ਅਧਿਕਾਰੀ ਹੁਣ ਤੁਰੰਤ ਖਾਲਿਆਂ ਦੀ ਮੁਰੰਮਤ ਅਤੇ ਬਹਾਲੀ ਸਬੰਧੀ ਕਾਰਜ ਕਰਨ ਦੇ ਯੋਗ ਹੋ ਗਏ ਹਨ। ਉਨ੍ਹਾਂ ਕਿਹਾ ਕਿ ਮਾਲਵਾ ਅਤੇ ਸੂਬੇ ਦੇ ਖੇਤਾਂ ਨੂੰ ਸਿੰਜ ਕੇ ਸੂਬੇ ਨੇ ਸਿਹਤ ਦੇ ਸਾਲਾਂ ਵਿੱਚ 700 ਕਿਲੋਮੀਟਰ ਤੱਕ ਫੈਲੇ 909 ਤੋਂ ਵੱਧ ਖਾਲਿਆਂ ਨੂੰ ਸੁਰਜੀਤ ਕੀਤਾ ਹੈ। ਸ੍ਰੀ ਗੋਇਲ ਨੇ ਕਿਹਾ ਕਿ ਮਾਲਵਾ ਨਹਿਰ ਪ੍ਰਾਜੈਕਟ ਦੇ ਨਿਰਮਾਣ ਦੀ ਇਤਿਹਾਸਕ ਪਹਿਲਕਦਮੀ ਮਾਲਵਾ ਖੇਤਰ ਵਿੱਚ ਸਿੰਜਾਈ ਲੋੜਾਂ ਸਬੰਧੀ ਕ੍ਰਾਂਤੀ ਲਿਆਏਗੀ। 2300 ਕਰੋੜ ਰੁਪਏ ਦੇ ਨਿਵੇਸ਼ ਨਾਲ ਬਣਨ ਵਾਲੀ 150 ਕਿਲੋਮੀਟਰ ਲੰਬੀ ਇਹ ਨਹਿਰ ਪੰਜ ਜ਼ਿਲ੍ਹਿਆਂ- ਬਠਿੰਡਾ, ਫ਼ਰੀਦਕੋਟ, ਫ਼ਾਜ਼ਿਲਕਾ, ਫ਼ਿਰੋਜ਼ਪੁਰ ਅਤੇ ਸ੍ਰੀ ਮੁਕਤਸਰ ਸਾਹਿਬ ਦੇ ਲਗਭਗ ਦੋ ਲੱਖ ਏਕੜ ਰਕਬੇ ਦੀ ਸਿੰਜਾਈ ਲੋੜਾਂ ਦੀ ਪੂਰਤੀ ਕਰੇਗੀ। <box>768 1143 904 1380</box>
story1-column-1: ਪੰਜਾਬ ਦੇ ਮੁੱਖ ਮੰਤਰੀ ਭਗਵੰਤ ਸਿੰਘ ਮਾਨ ਦੀ ਅਗਵਾਈ ਵਿੱਚ ਸੂਬਾ ਸਰਕਾਰ ਨੇ ਸਾਲ 2024 ਵਿੱਚ ਸਹਿਕਾਰੀ ਬੈਂਕਾਂ ਦੇ ਡਿਫਾਲਟ ਕਰਜ਼ਦਾਰਾਂ ਨੂੰ ਕਰਜ਼ਾ ਰਾਹਤ ਪ੍ਰਦਾਨ ਕਰਨ, ਬੈਂਕਾਂ ਨੂੰ ਆਧੁਨਿਕ ਕਰਨ, ਭੰਡਾਰਨ ਦੀ ਸਮੱਸਿਆ ਨਾਲ ਨਜਿੱਠਣ ਲਈ ਨਵੇਂ ਗੋਦਾਮਾਂ ਦਾ ਨਿਰਮਾਣ ਕਰਨ ਦੇ ਨਾਲ-ਨਾਲ ਸਹਿਕਾਰਤਾ ਲਹਿਰ ਨੂੰ ਹੋਰ ਮਜ਼ਬੂਤ ਕਰਨ ਲਈ ਵੱਖ-ਵੱਖ ਉਪਰਾਲੇ ਕੀਤੇ ਹਨ। ਇਸ ਪ੍ਰਗਟਾਵਾ ਕਰਦਿਆਂ ਮੁੱਖ ਮੰਤਰੀ ਦਫ਼ਤਰ ਦੇ ਇਕ ਬੁਲਾਰੇ ਨੇ ਦੱਸਿਆ ਕਿ ਮੁੱਖ ਮੰਤਰੀ ਜਿਨ੍ਹਾਂ ਕੋਲ ਸਹਿਕਾਰਤਾ ਮਹਿਕਮਾ ਵੀ ਹੈ, ਨੇ ਕੇਂਦਰੀ ਸਹਿਕਾਰੀ ਬੈਂਕਾਂ ਦੇ ਡਿਫਾਲਟਰ ਕਰਜ਼ਦਾਰਾਂ ਨੂੰ ਰਾਹਤ ਦੇਣ ਲਈ ਸਾਲ 2023 ਵਿੱਚ ਯਕਮੁਸ਼ਤ ਨਿਪਟਾਰਾ ਸਕੀਮ (ਓ.ਟੀ.ਐਸ.) ਸ਼ਿਵਾਈ ਗਈ ਸੀ। ਇਸ ਸਕੀਮ ਤਹਿਤ ਵਿੱਤੀ ਸਾਲ 2024-25 ਦੌਰਾਨ ਹੁਣ ਤੱਕ 8453 ਡਿਫਾਲਟਰਾਂ ਨੂੰ 368 ਕਰੋੜ ਰੁਪਏ ਦੀ ਕਰਜ਼ਾ ਰਾਹਤ ਪ੍ਰਦਾਨ ਕੀਤੀ ਗਈ ਹੈ ਅਤੇ 150 ਕਰੋੜ ਰੁਪਏ ਦੇ ਕਰਜ਼ਿਆਂ ਦਾ ਨਿਪਟਾਰਾ ਕੀਤਾ ਗਿਆ ਹੈ। ਇਸ ਸਕੀਮ 28 ਫਰਵਰੀ, 2025 ਤੱਕ ਵਧਾਈ ਗਈ। ਜ਼ਿਕਰਯੋਗ ਹੈ ਕਿ ਸੂਬੇ ਵਿੱਚ 20 ਕੇਂਦਰੀ ਸਹਿਕਾਰੀ ਬੈਂਕਾਂ ਦੀਆਂ 803 ਸ਼ਾਖਾਵਾਂ ਨਾਲ 3523 ਪ੍ਰਾਇਮਰੀ ਖੇਤੀਬਾੜੀ ਸਭਾਵਾਂ ਜੁੜੀਆਂ ਹੋਈਆਂ ਹਨ। ਪੰਜਾਬ ਵਿੱਚ ਸਹਿਕਾਰੀ ਬੈਂਕਾਂ ਦੇ ਇਸ ਵਿਸ਼ਾਲ ਨੈੱਟਵਰਕ ਰਾਹੀਂ <box>40 263 215 513</box>
